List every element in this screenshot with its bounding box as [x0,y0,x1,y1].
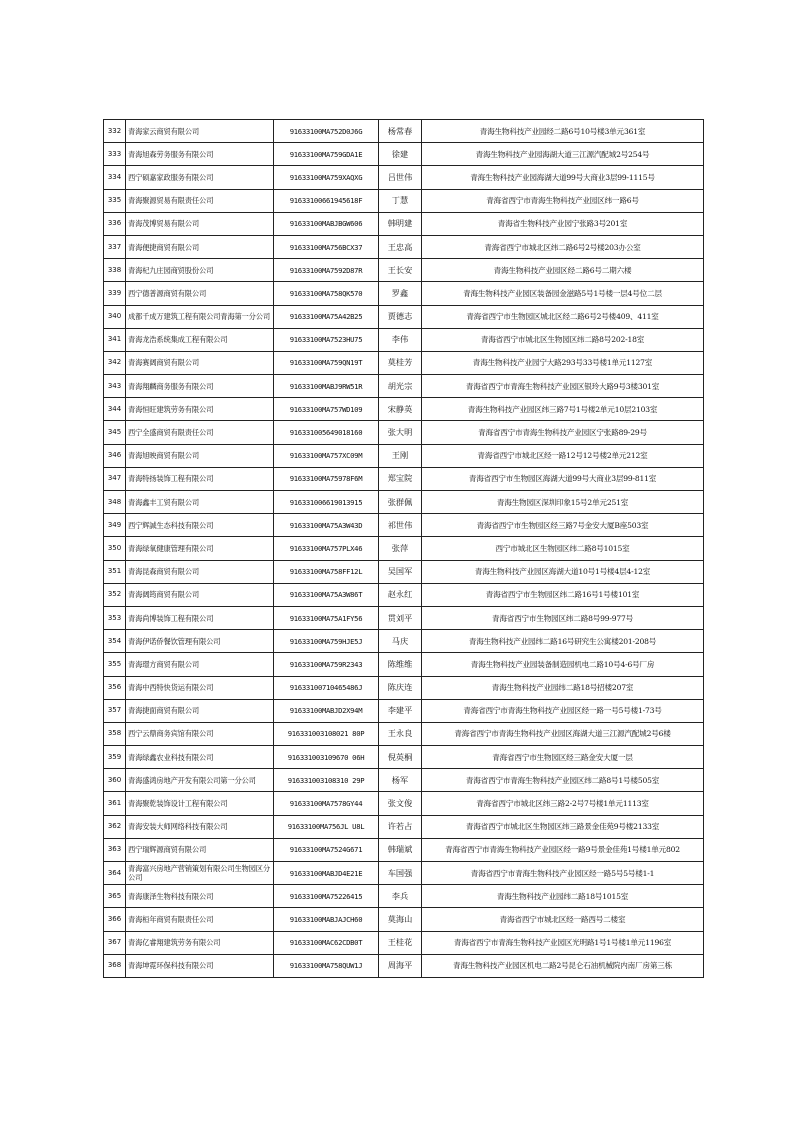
legal-representative: 贯刘平 [379,606,422,629]
row-number: 351 [104,560,126,583]
row-number: 368 [104,954,126,977]
company-name: 青海捷面商贸有限公司 [126,699,274,722]
credit-code: 91633100MA758QUW1J [274,954,379,977]
legal-representative: 许若占 [379,815,422,838]
table-row [104,212,704,235]
table-row [104,583,704,606]
legal-representative: 陈维维 [379,653,422,676]
credit-code: 91633100MA759XAQXG [274,166,379,189]
credit-code: 91633100MA75A3W86T [274,583,379,606]
row-number: 347 [104,467,126,490]
company-name: 青海旭映商贸有限公司 [126,444,274,467]
company-name: 西宁德普源商贸有限公司 [126,282,274,305]
row-number: 339 [104,282,126,305]
credit-code: 91633100MA759R2343 [274,653,379,676]
row-number: 350 [104,537,126,560]
table-row [104,560,704,583]
legal-representative: 赵永红 [379,583,422,606]
company-name: 青海龙浩系统集成工程有限公司 [126,328,274,351]
registered-address: 青海省西宁市青海生物科技产业园区纬一路6号 [422,189,704,212]
row-number: 343 [104,375,126,398]
row-number: 348 [104,491,126,514]
credit-code: 91633100MABJD2X94M [274,699,379,722]
credit-code: 91633100MABJBGW606 [274,212,379,235]
legal-representative: 祁世伟 [379,514,422,537]
credit-code: 916331003109670 06H [274,746,379,769]
credit-code: 91633100MA75A3W43D [274,514,379,537]
registered-address: 青海省生物科技产业园宁张路3号201室 [422,212,704,235]
legal-representative: 车国强 [379,862,422,885]
table-row [104,885,704,908]
registered-address: 青海省西宁市城北区经一路12号12号楼2单元212室 [422,444,704,467]
legal-representative: 王永良 [379,722,422,745]
registered-address: 青海省西宁市生物园区城北区经二路6号2号楼409、411室 [422,305,704,328]
row-number: 338 [104,259,126,282]
legal-representative: 张文俊 [379,792,422,815]
company-name: 西宁硕嘉家政服务有限公司 [126,166,274,189]
legal-representative: 倪英桐 [379,746,422,769]
company-name: 青海坤霓环保科技有限公司 [126,954,274,977]
legal-representative: 王刚 [379,444,422,467]
credit-code: 91633100MA7592D87R [274,259,379,282]
row-number: 359 [104,746,126,769]
company-name: 青海便捷商贸有限公司 [126,235,274,258]
table-row [104,746,704,769]
legal-representative: 郑宝院 [379,467,422,490]
registered-address: 青海省西宁市青海生物科技产业园区银玲大路9号3楼301室 [422,375,704,398]
registered-address: 青海生物科技产业园宁大路293号33号楼1单元1127室 [422,351,704,374]
credit-code: 91633100MA75226415 [274,885,379,908]
row-number: 345 [104,421,126,444]
table-row [104,838,704,861]
legal-representative: 张萍 [379,537,422,560]
company-name: 青海恒旺建筑劳务有限公司 [126,398,274,421]
table-row [104,189,704,212]
table-row [104,375,704,398]
credit-code: 91633100MABJD4E21E [274,862,379,885]
legal-representative: 陈庆连 [379,676,422,699]
table-row [104,351,704,374]
table-row [104,491,704,514]
table-row [104,398,704,421]
company-name: 青海旭森劳务服务有限公司 [126,143,274,166]
table-row [104,954,704,977]
company-name: 青海茂博贸易有限公司 [126,212,274,235]
table-row [104,514,704,537]
table-row [104,328,704,351]
credit-code: 916331005649018160 [274,421,379,444]
company-name: 成都千成万建筑工程有限公司青海第一分公司 [126,305,274,328]
company-name: 青海聚乾装饰设计工程有限公司 [126,792,274,815]
legal-representative: 杨军 [379,769,422,792]
credit-code: 91633100MA758QK570 [274,282,379,305]
table-row [104,606,704,629]
legal-representative: 李兵 [379,885,422,908]
legal-representative: 胡光宗 [379,375,422,398]
table-row [104,282,704,305]
registered-address: 青海省西宁市青海生物科技产业园区光明路1号1号楼1单元1196室 [422,931,704,954]
registered-address: 青海生物科技产业园区装备园金滋路5号1号楼一层4号位二层 [422,282,704,305]
table-row [104,931,704,954]
table-row [104,699,704,722]
company-name: 青海鑫丰工贸有限公司 [126,491,274,514]
company-name: 青海尚博装饰工程有限公司 [126,606,274,629]
registered-address: 青海省西宁市城北区经一路西号二楼室 [422,908,704,931]
table-row [104,166,704,189]
credit-code: 91633100MA7523HU75 [274,328,379,351]
company-name: 青海聚源贸易有限责任公司 [126,189,274,212]
credit-code: 91633100MA7524G671 [274,838,379,861]
registered-address: 青海生物科技产业园海湖大道99号大商业3层99-1115号 [422,166,704,189]
row-number: 333 [104,143,126,166]
registered-address: 青海生物科技产业园经二路6号10号楼3单元361室 [422,120,704,143]
table-row [104,305,704,328]
company-name: 青海安装大师网络科技有限公司 [126,815,274,838]
table-row [104,235,704,258]
table-row [104,421,704,444]
row-number: 357 [104,699,126,722]
table-row [104,120,704,143]
credit-code: 916331006619013915 [274,491,379,514]
legal-representative: 张大明 [379,421,422,444]
registered-address: 青海生物园区深圳印象15号2单元251室 [422,491,704,514]
registered-address: 青海省西宁市生物园区纬二路8号99-977号 [422,606,704,629]
company-name: 青海赛阔商贸有限公司 [126,351,274,374]
row-number: 344 [104,398,126,421]
credit-code: 91633100MABJ9RW51R [274,375,379,398]
company-name: 青海亿睿翔建筑劳务有限公司 [126,931,274,954]
company-name: 西宁辉誠生态科技有限公司 [126,514,274,537]
table-row [104,653,704,676]
legal-representative: 丁慧 [379,189,422,212]
credit-code: 91633100MA759GDA1E [274,143,379,166]
row-number: 346 [104,444,126,467]
company-name: 青海杞九庄园商贸股份公司 [126,259,274,282]
legal-representative: 周海平 [379,954,422,977]
registered-address: 青海省西宁市青海生物科技产业园区经一路一号5号楼1-73号 [422,699,704,722]
registered-address: 青海省西宁市青海生物科技产业园区纬二路8号1号楼505室 [422,769,704,792]
table-row [104,630,704,653]
registered-address: 青海生物科技产业园区纬三路7号1号楼2单元10层2103室 [422,398,704,421]
row-number: 358 [104,722,126,745]
company-table [103,119,704,978]
row-number: 354 [104,630,126,653]
registered-address: 青海省西宁市青海生物科技产业园区宁张路89-29号 [422,421,704,444]
company-name: 青海富兴房地产营销策划有限公司生物园区分公司 [126,862,274,885]
registered-address: 青海生物科技产业园纬二路16号研究生公寓楼201-208号 [422,630,704,653]
legal-representative: 马庆 [379,630,422,653]
registered-address: 青海生物科技产业园纬二路18号1015室 [422,885,704,908]
company-name: 青海璟方商贸有限公司 [126,653,274,676]
registered-address: 青海省西宁市城北区生物园区纬三路景金佳苑9号楼2133室 [422,815,704,838]
company-name: 青海康泽生物科技有限公司 [126,885,274,908]
table-row [104,143,704,166]
registered-address: 青海省西宁市城北区纬二路6号2号楼203办公室 [422,235,704,258]
credit-code: 916331003108021 80P [274,722,379,745]
credit-code: 91633100661945618F [274,189,379,212]
registered-address: 青海省西宁市城北区生物园区纬二路8号202-18室 [422,328,704,351]
legal-representative: 贾德志 [379,305,422,328]
row-number: 332 [104,120,126,143]
company-name: 青海盛鸿房地产开发有限公司第一分公司 [126,769,274,792]
row-number: 365 [104,885,126,908]
table-row [104,467,704,490]
legal-representative: 张群佩 [379,491,422,514]
row-number: 363 [104,838,126,861]
legal-representative: 莫桂芳 [379,351,422,374]
legal-representative: 杨常春 [379,120,422,143]
registered-address: 青海生物科技产业园装备制造园机电二路10号4-6号厂房 [422,653,704,676]
table-row [104,537,704,560]
company-name: 青海中西特快货运有限公司 [126,676,274,699]
registered-address: 青海生物科技产业园区海湖大道10号1号楼4层4-12室 [422,560,704,583]
row-number: 342 [104,351,126,374]
legal-representative: 吴国军 [379,560,422,583]
registered-address: 青海省西宁市生物园区海湖大道99号大商业3层99-811室 [422,467,704,490]
row-number: 362 [104,815,126,838]
row-number: 340 [104,305,126,328]
credit-code: 91633100MAC62CDB0T [274,931,379,954]
table-row [104,862,704,885]
table-row [104,908,704,931]
row-number: 341 [104,328,126,351]
credit-code: 91633100MA75A1FY56 [274,606,379,629]
credit-code: 91633100MABJAJCH60 [274,908,379,931]
company-name: 青海特扬装饰工程有限公司 [126,467,274,490]
row-number: 336 [104,212,126,235]
legal-representative: 李伟 [379,328,422,351]
company-name: 青海桓年商贸有限责任公司 [126,908,274,931]
legal-representative: 韩瑞斌 [379,838,422,861]
row-number: 360 [104,769,126,792]
legal-representative: 王长安 [379,259,422,282]
company-name: 青海绿鑫农业科技有限公司 [126,746,274,769]
table-row [104,676,704,699]
row-number: 367 [104,931,126,954]
company-name: 西宁瑞辉源商贸有限公司 [126,838,274,861]
row-number: 337 [104,235,126,258]
credit-code: 91633100MA758FF12L [274,560,379,583]
legal-representative: 王忠高 [379,235,422,258]
table-row [104,815,704,838]
credit-code: 91633100MA757PLX46 [274,537,379,560]
legal-representative: 王桂花 [379,931,422,954]
registered-address: 青海生物科技产业园海湖大道三江源汽配城2号254号 [422,143,704,166]
registered-address: 青海省西宁市城北区纬三路2-2号7号楼1单元1113室 [422,792,704,815]
credit-code: 91633100MA75A42B25 [274,305,379,328]
registered-address: 青海省西宁市青海生物科技产业园区经一路5号5号楼1-1 [422,862,704,885]
credit-code: 91633100MA759QN19T [274,351,379,374]
company-table-body [104,120,704,978]
credit-code: 916331003108310 29P [274,769,379,792]
row-number: 335 [104,189,126,212]
row-number: 356 [104,676,126,699]
legal-representative: 罗鑫 [379,282,422,305]
table-row [104,792,704,815]
company-register-sheet [103,119,703,978]
row-number: 366 [104,908,126,931]
legal-representative: 莫海山 [379,908,422,931]
registered-address: 青海生物科技产业园区机电二路2号昆仑石油机械院内南厂房第三栋 [422,954,704,977]
registered-address: 青海生物科技产业园区经二路6号二期六楼 [422,259,704,282]
legal-representative: 吕世伟 [379,166,422,189]
credit-code: 91633100MA759HJE5J [274,630,379,653]
registered-address: 青海生物科技产业园纬二路18号招楼207室 [422,676,704,699]
credit-code: 91633100MA7578GY44 [274,792,379,815]
registered-address: 青海省西宁市生物园区纬二路16号1号楼101室 [422,583,704,606]
registered-address: 青海省西宁市生物园区经三路金安大厦一层 [422,746,704,769]
company-name: 青海伊诺侨餐饮管理有限公司 [126,630,274,653]
table-row [104,769,704,792]
row-number: 353 [104,606,126,629]
credit-code: 91633100MA757WD109 [274,398,379,421]
company-name: 青海绿氧健康管理有限公司 [126,537,274,560]
legal-representative: 韩明建 [379,212,422,235]
table-row [104,722,704,745]
company-name: 青海翔麟商务服务有限公司 [126,375,274,398]
registered-address: 青海省西宁市生物园区经三路7号金安大厦B座503室 [422,514,704,537]
registered-address: 青海省西宁市青海生物科技产业园区海湖大道三江源汽配城2号6楼 [422,722,704,745]
company-name: 西宁云鼎商务宾馆有限公司 [126,722,274,745]
table-row [104,444,704,467]
row-number: 352 [104,583,126,606]
registered-address: 西宁市城北区生物园区纬二路8号1015室 [422,537,704,560]
row-number: 364 [104,862,126,885]
table-row [104,259,704,282]
legal-representative: 徐建 [379,143,422,166]
row-number: 334 [104,166,126,189]
company-name: 青海家云商贸有限公司 [126,120,274,143]
row-number: 349 [104,514,126,537]
row-number: 361 [104,792,126,815]
credit-code: 91633100710465486J [274,676,379,699]
legal-representative: 李建平 [379,699,422,722]
row-number: 355 [104,653,126,676]
credit-code: 91633100MA756BCX37 [274,235,379,258]
credit-code: 91633100MA752D0J6G [274,120,379,143]
company-name: 青海阔筠商贸有限公司 [126,583,274,606]
registered-address: 青海省西宁市青海生物科技产业园区经一路9号景金佳苑1号楼1单元802 [422,838,704,861]
legal-representative: 宋静英 [379,398,422,421]
company-name: 西宁全盛商贸有限责任公司 [126,421,274,444]
credit-code: 91633100MA757XC09M [274,444,379,467]
credit-code: 91633100MA75978F6M [274,467,379,490]
credit-code: 91633100MA756JL U8L [274,815,379,838]
company-name: 青海昆森商贸有限公司 [126,560,274,583]
